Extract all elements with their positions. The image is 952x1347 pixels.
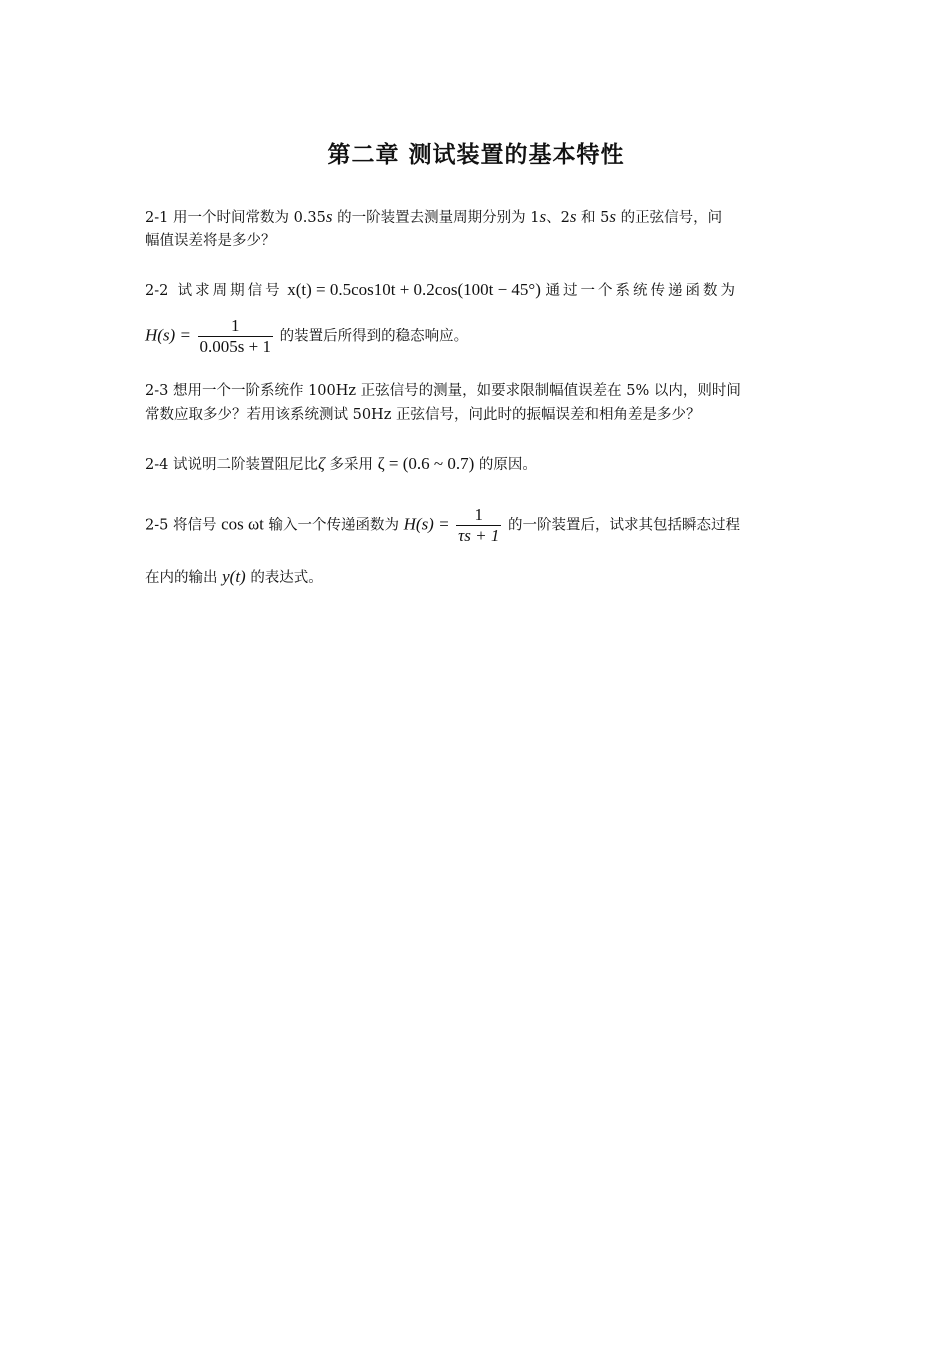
problem-text: 试求周期信号	[177, 283, 283, 299]
problem-text: 的一阶装置后，试求其包括瞬态过程	[507, 517, 740, 534]
problem-2-2-line-2	[145, 316, 810, 357]
problem-text: 想用一个一阶系统作 100Hz 正弦信号的测量，如要求限制幅值误差在 5% 以内，则时间	[172, 383, 741, 399]
problem-text: 多采用	[324, 457, 373, 473]
problem-text: 在内的输出	[145, 570, 218, 586]
problem-text: 的装置后所得到的稳态响应。	[279, 328, 469, 345]
problem-2-4-line-1	[145, 453, 810, 476]
problem-text: 试说明二阶装置阻尼比	[172, 457, 318, 473]
problem-number: 2-1	[145, 210, 169, 226]
transfer-function-fraction	[456, 505, 501, 546]
unit-s: s	[569, 207, 577, 226]
problem-text: 的一阶装置去测量周期分别为 1	[332, 210, 540, 226]
problem-number: 2-2	[145, 283, 169, 299]
problem-number: 2-4	[145, 457, 169, 473]
signal-formula: x(t) = 0.5cos10t + 0.2cos(100t − 45°)	[287, 280, 541, 299]
problem-text: 用一个时间常数为 0.35	[172, 210, 326, 226]
problem-text: 的原因。	[474, 457, 537, 473]
problem-2-1-line-1	[145, 206, 810, 229]
problem-number: 2-5	[145, 517, 169, 534]
problem-text: 通过一个系统传递函数为	[545, 283, 738, 299]
fraction-denominator: 0.005s + 1	[199, 337, 271, 356]
unit-s: s	[325, 207, 333, 226]
damping-range-formula: ζ = (0.6 ~ 0.7)	[377, 454, 475, 473]
fraction-numerator: 1	[474, 505, 483, 524]
fraction-denominator: τs + 1	[458, 526, 500, 545]
output-expression: y(t)	[222, 567, 246, 586]
damping-ratio-symbol: ζ	[317, 454, 325, 473]
problem-text: 和 5	[576, 210, 610, 226]
chapter-title: 第二章 测试装置的基本特性	[327, 142, 625, 168]
problem-text: 的表达式。	[250, 570, 323, 586]
fraction-numerator: 1	[231, 316, 240, 335]
problem-text: 、2	[546, 210, 570, 226]
problem-text: 输入一个传递函数为	[268, 517, 400, 534]
input-signal: cos ωt	[221, 514, 264, 534]
unit-s: s	[539, 207, 547, 226]
problem-number: 2-3	[145, 383, 169, 399]
transfer-function-lhs: H(s) =	[145, 325, 191, 345]
unit-s: s	[609, 207, 617, 226]
problem-2-3-line-1	[145, 380, 810, 402]
transfer-function-lhs: H(s) =	[403, 514, 450, 534]
problem-2-2-line-1	[145, 279, 810, 302]
problem-2-5-line-2	[145, 566, 810, 589]
problem-2-1-line-2: 幅值误差将是多少？	[145, 233, 276, 249]
problem-text: 的正弦信号，问	[616, 210, 723, 226]
problem-2-5-line-1	[145, 505, 810, 546]
problem-text: 将信号	[172, 517, 217, 534]
transfer-function-fraction	[198, 316, 273, 357]
problem-2-3-line-2: 常数应取多少？若用该系统测试 50Hz 正弦信号，问此时的振幅误差和相角差是多少？	[145, 407, 701, 423]
